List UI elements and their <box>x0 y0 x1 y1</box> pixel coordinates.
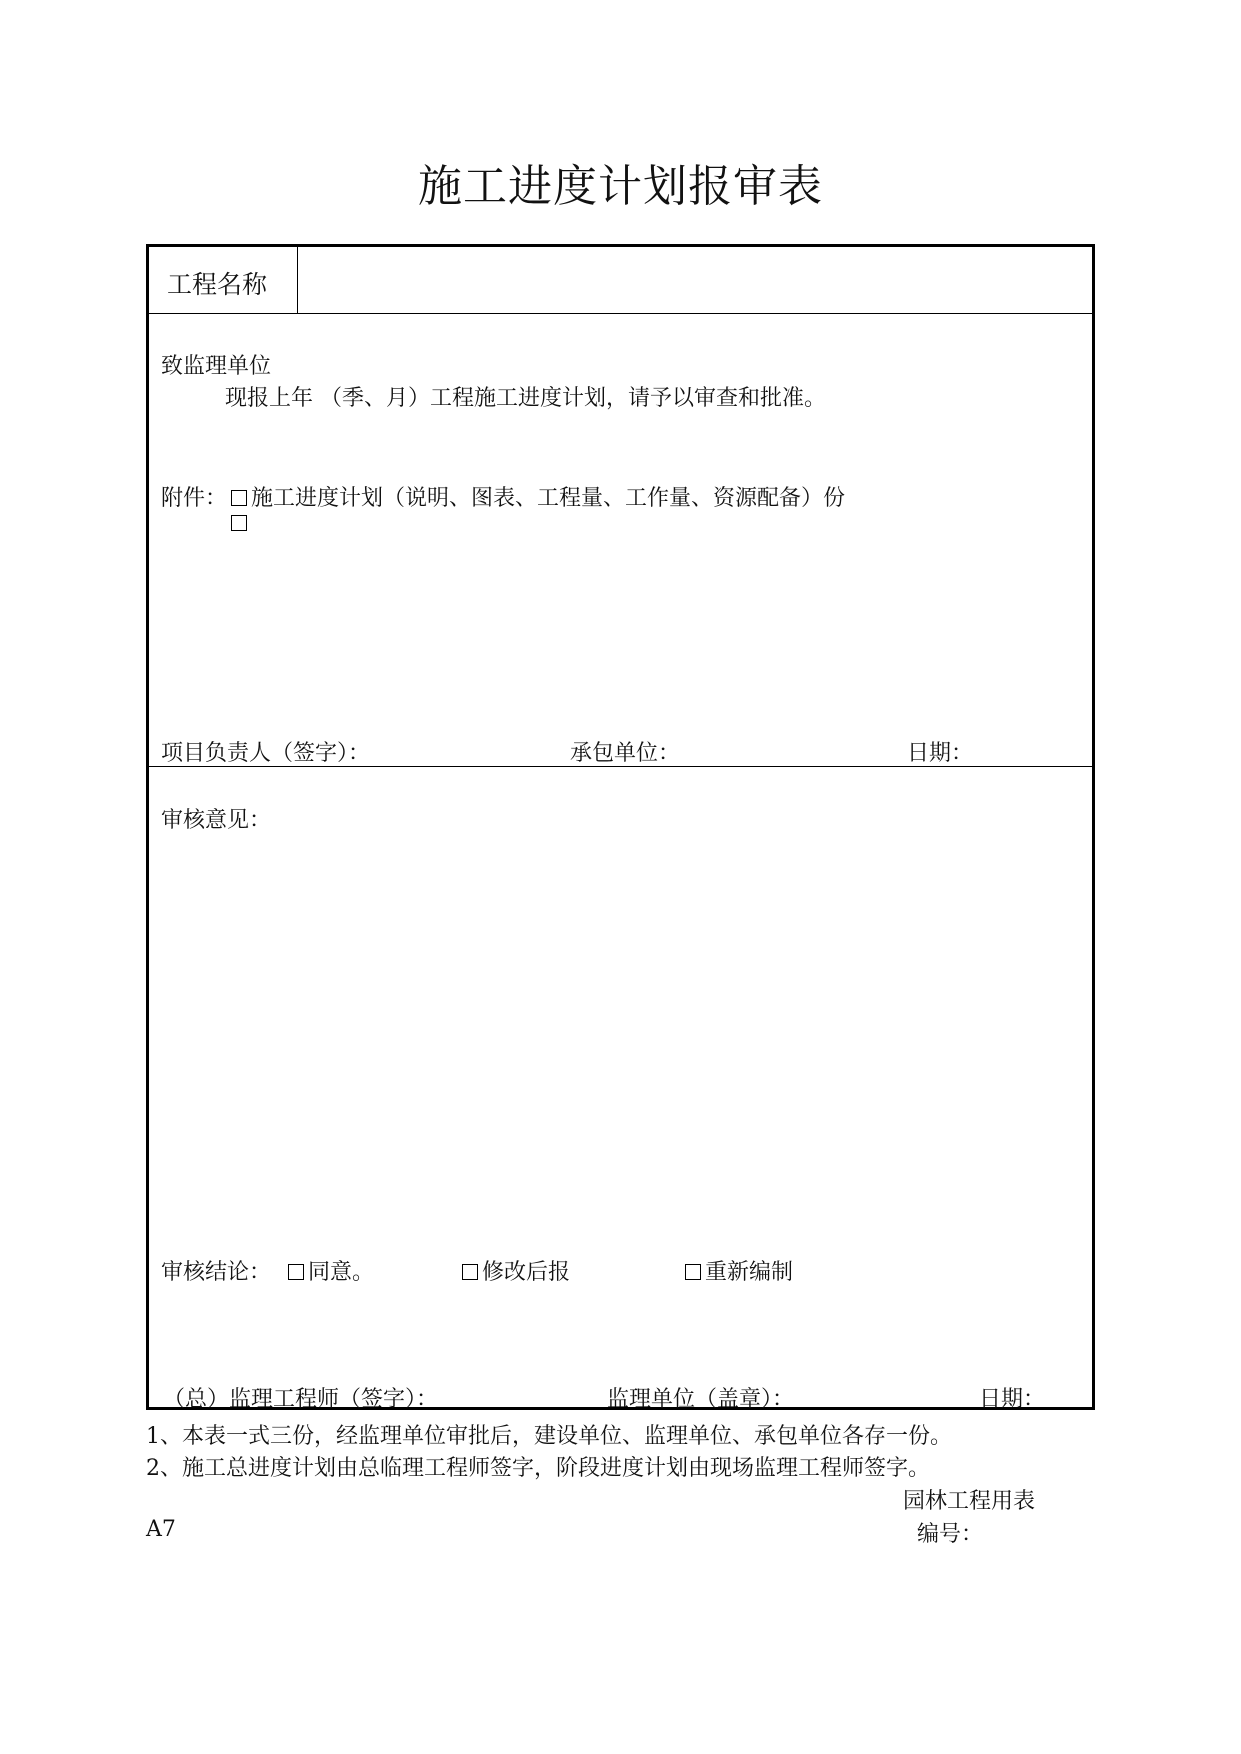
attachment-item-label: 施工进度计划（说明、图表、工程量、工作量、资源配备）份 <box>251 486 846 511</box>
revise-checkbox[interactable] <box>462 1264 478 1280</box>
contractor-signature-label: 项目负责人（签字）： <box>161 741 371 766</box>
contractor-date-label: 日期： <box>907 741 974 766</box>
conclusion-option-redo: 重新编制 <box>685 1255 793 1286</box>
row-divider <box>149 766 1092 767</box>
form-table <box>146 244 1095 1410</box>
serial-label: 编号： <box>917 1522 984 1547</box>
conclusion-option-revise: 修改后报 <box>462 1255 570 1286</box>
supervisor-date-label: 日期： <box>979 1387 1046 1412</box>
review-opinion-label: 审核意见： <box>161 808 272 833</box>
row-divider <box>149 313 1092 314</box>
attachment-label: 附件： <box>161 486 228 511</box>
addressee: 致监理单位 <box>161 354 272 379</box>
form-code: A7 <box>146 1517 176 1542</box>
supervisor-signature-label: （总）监理工程师（签字）： <box>163 1387 439 1412</box>
project-name-field[interactable] <box>314 265 1074 295</box>
conclusion-label: 审核结论： <box>161 1260 272 1285</box>
project-name-label: 工程名称 <box>167 270 268 299</box>
attachment-checkbox[interactable] <box>231 490 247 506</box>
form-category: 园林工程用表 <box>903 1489 1036 1514</box>
attachment-item <box>231 481 845 512</box>
attachment-item <box>231 511 251 536</box>
supervisor-unit-label: 监理单位（盖章）： <box>607 1387 795 1412</box>
project-name-divider <box>297 247 298 313</box>
request-text: 现报上年 （季、月）工程施工进度计划，请予以审查和批准。 <box>225 386 826 411</box>
attachment-checkbox[interactable] <box>231 515 247 531</box>
conclusion-option-agree: 同意。 <box>288 1255 374 1286</box>
redo-checkbox[interactable] <box>685 1264 701 1280</box>
contractor-unit-label: 承包单位： <box>570 741 681 766</box>
agree-checkbox[interactable] <box>288 1264 304 1280</box>
page-title: 施工进度计划报审表 <box>418 161 823 212</box>
note-2: 2、施工总进度计划由总临理工程师签字，阶段进度计划由现场监理工程师签字。 <box>146 1456 930 1481</box>
note-1: 1、本表一式三份，经监理单位审批后，建设单位、监理单位、承包单位各存一份。 <box>146 1424 952 1449</box>
